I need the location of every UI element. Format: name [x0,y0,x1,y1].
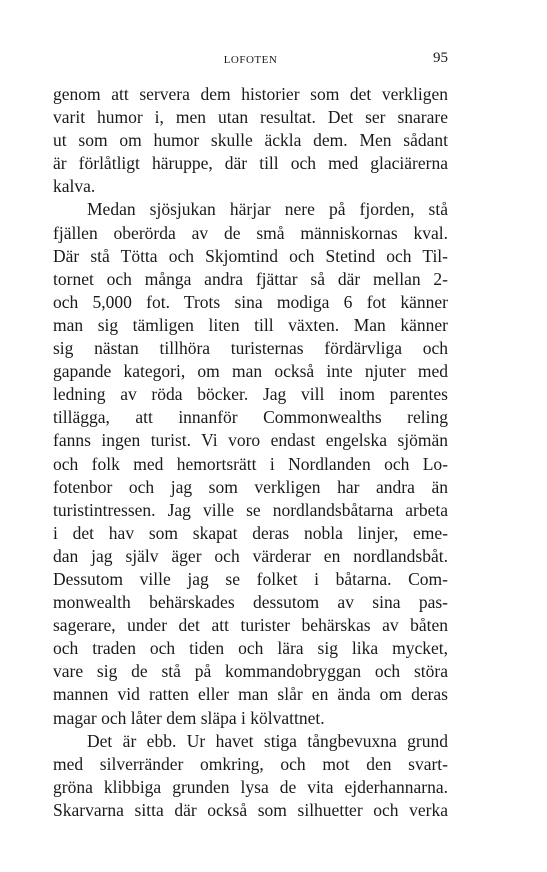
text-line: och traden och tiden och lära sig lika mycket, [53,638,448,659]
text-line: dan jag själv äger och värderar en nordlandsbåt. [53,545,448,566]
text-line: kalva. [53,176,96,197]
text-line: i det hav som skapat deras nobla linjer, eme- [53,522,448,543]
text-line: Skarvarna sitta där också som silhuetter och verka [53,799,448,820]
text-line: sagerare, under det att turister behärskas av båten [53,615,448,636]
text-line: Det är ebb. Ur havet stiga tångbevuxna grund [87,730,448,751]
body-text [53,83,448,822]
text-line: Där stå Tötta och Skjomtind och Stetind och Til- [53,245,448,266]
text-line: genom att servera dem historier som det verkligen [53,84,448,104]
page-number: 95 [433,50,448,66]
text-line: Dessutom ville jag se folket i båtarna. Com- [53,568,448,589]
text-line: vare sig de stå på kommandobryggan och störa [53,661,448,682]
text-line: tornet och många andra fjättar så där mellan 2- [53,268,448,289]
text-line: varit humor i, men utan resultat. Det ser snarare [53,107,448,128]
text-line: man sig tämligen liten till växten. Man känner [53,314,448,335]
text-line: gröna klibbiga grunden lysa de vita ejderhannarna. [53,776,448,797]
text-line: ut som om humor skulle äckla dem. Men sådant [53,130,448,151]
text-line: magar och låter dem släpa i kölvattnet. [53,707,325,728]
text-line: monwealth behärskades dessutom av sina pas- [53,592,448,613]
text-line: fotenbor och jag som verkligen har andra än [53,476,448,497]
text-line: med silverränder omkring, och mot den svart- [53,753,448,774]
text-line: är förlåtligt häruppe, där till och med glaciärerna [53,153,448,174]
text-line: tillägga, att innanför Commonwealths reling [53,407,448,428]
text-line: mannen vid ratten eller man slår en ända om deras [53,684,448,705]
text-line: och folk med hemortsrätt i Nordlanden och Lo- [53,453,448,474]
text-line: fanns ingen turist. Vi voro endast engelska sjömän [53,430,448,451]
text-line: sig nästan tillhöra turisternas fördärvliga och [53,338,448,359]
text-line: Medan sjösjukan härjar nere på fjorden, stå [87,199,448,220]
text-line: gapande kategori, om man också inte njuter med [53,361,448,382]
text-line: ledning av röda böcker. Jag vill inom parentes [53,384,448,405]
text-line: och 5,000 fot. Trots sina modiga 6 fot känner [53,291,448,312]
text-line: turistintressen. Jag ville se nordlandsbåtarna arbeta [53,499,448,520]
running-head: LOFOTEN [223,54,278,66]
page-header [53,50,448,70]
text-line: fjällen oberörda av de små människornas kval. [53,222,448,243]
